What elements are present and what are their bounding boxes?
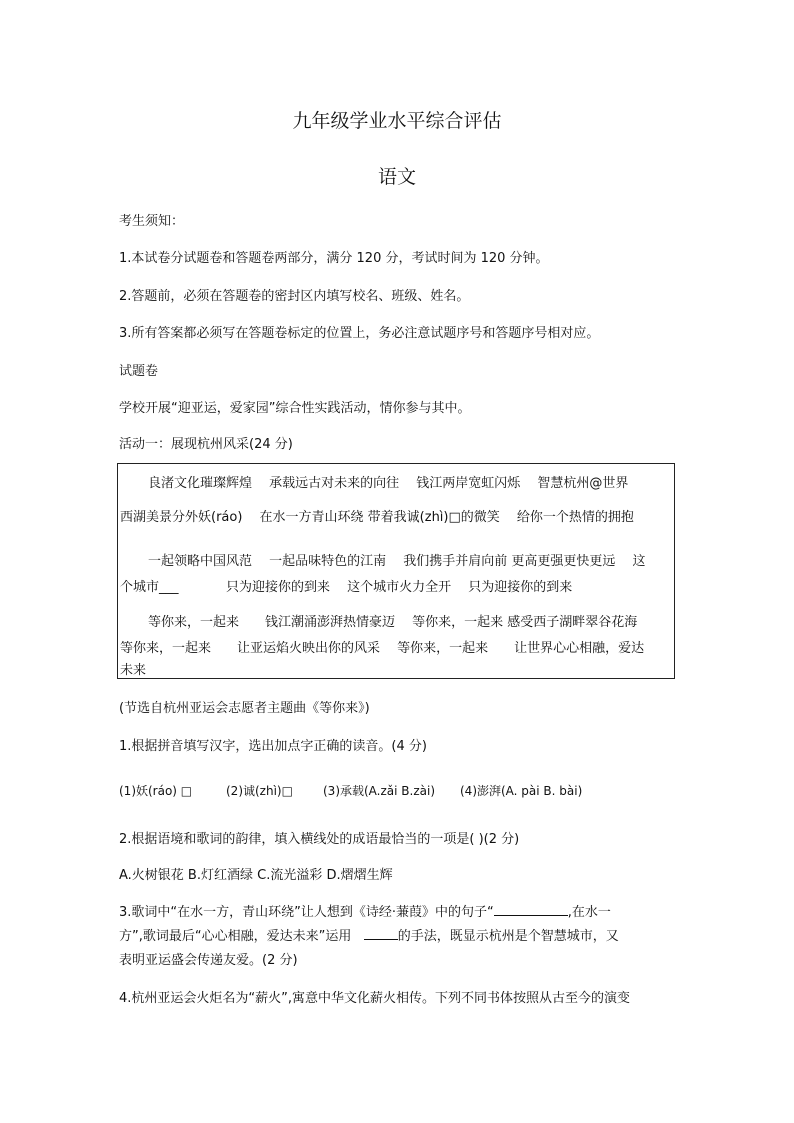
question-2-stem: 2.根据语境和歌词的韵律，填入横线处的成语最恰当的一项是( )(2 分): [119, 832, 520, 847]
notice-heading: 考生须知：: [119, 214, 185, 229]
intro-text: 学校开展“迎亚运，爱家园”综合性实践活动，情你参与其中。: [119, 401, 471, 416]
lyrics-box: [117, 463, 675, 679]
activity-1-heading: 活动一：展现杭州风采(24 分): [119, 437, 293, 452]
lyrics-line-4b: 只为迎接你的到来 这个城市火力全开 只为迎接你的到来: [226, 580, 573, 595]
question-3-line-1: [119, 901, 611, 920]
section-label: 试题卷: [119, 364, 159, 379]
question-2-options: A.火树银花 B.灯红酒绿 C.流光溢彩 D.熠熠生辉: [119, 868, 393, 883]
answer-blank[interactable]: [364, 927, 398, 940]
lyrics-line-5: 等你来，一起来 钱江潮涌澎湃热情豪迈 等你来，一起来 感受西子湖畔翠谷花海: [148, 615, 638, 630]
question-1-part-3: (3)承载(A.zǎi B.zài): [323, 784, 436, 798]
answer-blank[interactable]: [494, 903, 568, 916]
question-3-text-2b: 的手法，既显示杭州是个智慧城市，又: [397, 929, 619, 944]
lyrics-line-3: 一起领略中国风范 一起品味特色的江南 我们携手并肩向前 更高更强更快更远 这: [148, 554, 646, 569]
question-4-stem: 4.杭州亚运会火炬名为“薪火”,寓意中华文化薪火相传。下列不同书体按照从古至今的演变: [119, 991, 631, 1006]
notice-item-1: 1.本试卷分试题卷和答题卷两部分，满分 120 分，考试时间为 120 分钟。: [119, 251, 549, 266]
notice-item-2: 2.答题前，必须在答题卷的密封区内填写校名、班级、姓名。: [119, 289, 470, 304]
question-3-text-1a: 3.歌词中“在水一方，青山环绕”让人想到《诗经·蒹葭》中的句子“: [119, 905, 494, 920]
lyrics-line-6: 等你来，一起来 让亚运焰火映出你的风采 等你来，一起来 让世界心心相融，爱达: [120, 641, 645, 656]
lyrics-line-2: 西湖美景分外妖(ráo) 在水一方青山环绕 带着我诚(zhì)□的微笑 给你一个热情的拥抱: [120, 510, 634, 525]
exam-title: 九年级学业水平综合评估: [292, 110, 502, 132]
question-1-part-4: (4)澎湃(A. pài B. bài): [460, 784, 583, 798]
question-3-text-1b: ,在水一: [567, 905, 611, 920]
notice-item-3: 3.所有答案都必须写在答题卷标定的位置上，务必注意试题序号和答题序号相对应。: [119, 326, 600, 341]
lyrics-line-1: 良渚文化璀璨辉煌 承载远古对未来的向往 钱江两岸宽虹闪烁 智慧杭州@世界: [148, 476, 629, 491]
question-3-line-3: 表明亚运盛会传递友爱。(2 分): [119, 953, 298, 968]
subject-title: 语文: [377, 166, 416, 188]
question-3-line-2: [119, 925, 619, 944]
lyrics-line-7: 未来: [120, 663, 147, 678]
lyrics-line-4a: 个城市___: [120, 580, 179, 595]
lyrics-source: (节选自杭州亚运会志愿者主题曲《等你来》): [119, 701, 370, 716]
question-1-part-1: (1)妖(ráo) □: [119, 784, 193, 798]
question-1-stem: 1.根据拼音填写汉字，选出加点字正确的读音。(4 分): [119, 739, 427, 754]
question-3-text-2a: 方”,歌词最后“心心相融，爱达未来”运用: [119, 929, 352, 944]
question-1-part-2: (2)诚(zhì)□: [226, 784, 293, 798]
